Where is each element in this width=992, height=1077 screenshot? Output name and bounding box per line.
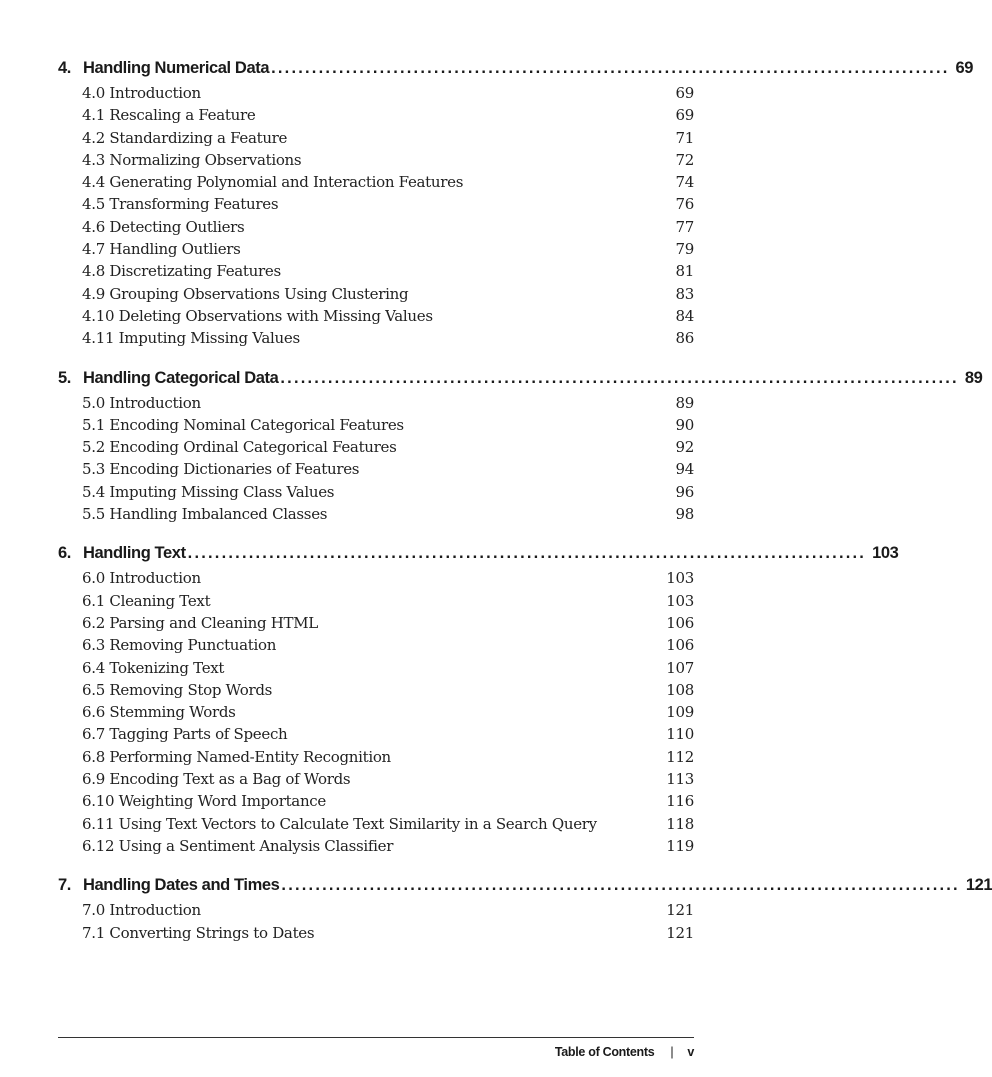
section-title: 5.5 Handling Imbalanced Classes: [82, 505, 328, 524]
section-entry[interactable]: [58, 815, 694, 837]
chapter-page: 121: [965, 876, 992, 895]
section-page: 107: [666, 658, 694, 677]
section-page: 86: [675, 329, 694, 348]
section-page: 90: [675, 415, 694, 434]
chapter-number: 7.: [58, 876, 71, 895]
section-title: 6.4 Tokenizing Text: [82, 658, 225, 677]
footer-divider: [58, 1037, 694, 1038]
section-title: 6.0 Introduction: [82, 569, 201, 588]
section-page: 121: [666, 901, 694, 920]
section-entry[interactable]: [58, 592, 694, 614]
section-title: 5.1 Encoding Nominal Categorical Features: [82, 415, 404, 434]
section-entry[interactable]: [58, 748, 694, 770]
dot-leader: ....................................................................................................: [187, 544, 867, 563]
section-page: 119: [666, 836, 694, 855]
section-page: 77: [675, 217, 694, 236]
section-title: 6.2 Parsing and Cleaning HTML: [82, 613, 318, 632]
chapter-5: [58, 368, 983, 528]
dot-leader: ....................................................................................................: [281, 876, 960, 895]
section-entry[interactable]: [58, 438, 694, 460]
section-title: 6.3 Removing Punctuation: [82, 636, 277, 655]
chapter-4: [58, 59, 974, 352]
section-title: 5.4 Imputing Missing Class Values: [82, 482, 335, 501]
section-title: 5.0 Introduction: [82, 393, 201, 412]
section-entry[interactable]: [58, 195, 694, 217]
section-title: 4.8 Discretizating Features: [82, 262, 281, 281]
section-page: 110: [666, 725, 694, 744]
section-entry[interactable]: [58, 151, 694, 173]
section-title: 4.0 Introduction: [82, 84, 201, 102]
section-page: 74: [675, 173, 694, 192]
section-page: 94: [675, 460, 694, 479]
section-title: 6.11 Using Text Vectors to Calculate Text Similarity in a Search Query: [82, 814, 597, 833]
chapter-title: Handling Numerical Data: [83, 59, 270, 77]
chapter-heading[interactable]: [58, 544, 899, 569]
section-list: [58, 901, 694, 946]
footer-label: Table of Contents: [554, 1045, 655, 1059]
section-page: 92: [675, 438, 694, 457]
section-title: 7.1 Converting Strings to Dates: [82, 923, 315, 942]
section-page: 69: [675, 84, 694, 102]
section-title: 6.7 Tagging Parts of Speech: [82, 725, 288, 744]
section-title: 6.8 Performing Named-Entity Recognition: [82, 747, 391, 766]
page-number: v: [687, 1045, 694, 1059]
section-title: 4.2 Standardizing a Feature: [82, 128, 288, 147]
section-title: 6.10 Weighting Word Importance: [82, 792, 326, 811]
section-entry[interactable]: [58, 614, 694, 636]
chapter-heading[interactable]: [58, 368, 983, 394]
section-title: 6.6 Stemming Words: [82, 703, 236, 722]
chapter-page: 89: [964, 368, 983, 387]
section-entry[interactable]: [58, 240, 694, 262]
chapter-title: Handling Text: [83, 544, 186, 563]
chapter-heading[interactable]: [58, 876, 992, 901]
section-page: 76: [675, 195, 694, 214]
table-of-contents: [58, 59, 992, 963]
section-entry[interactable]: [58, 106, 694, 128]
section-page: 72: [675, 150, 694, 169]
section-page: 113: [666, 770, 694, 789]
section-list: [58, 394, 694, 528]
section-title: 7.0 Introduction: [82, 901, 201, 920]
section-page: 89: [675, 393, 694, 412]
section-page: 96: [675, 482, 694, 501]
section-page: 71: [675, 128, 694, 147]
section-entry[interactable]: [58, 703, 694, 725]
section-page: 109: [666, 703, 694, 722]
section-entry[interactable]: [58, 285, 694, 307]
chapter-number: 6.: [58, 544, 71, 563]
section-title: 5.3 Encoding Dictionaries of Features: [82, 460, 360, 479]
page-footer: [555, 1045, 694, 1059]
section-entry[interactable]: [58, 307, 694, 329]
section-title: 4.9 Grouping Observations Using Clustering: [82, 284, 409, 303]
section-entry[interactable]: [58, 505, 694, 527]
section-page: 112: [666, 747, 694, 766]
section-entry[interactable]: [58, 569, 694, 591]
section-page: 84: [675, 306, 694, 325]
section-entry[interactable]: [58, 460, 694, 482]
chapter-page: 69: [955, 59, 974, 77]
footer-separator: |: [670, 1045, 674, 1059]
dot-leader: ....................................................................................................: [271, 59, 950, 77]
section-page: 108: [666, 680, 694, 699]
section-title: 6.5 Removing Stop Words: [82, 680, 273, 699]
section-entry[interactable]: [58, 84, 694, 106]
section-entry[interactable]: [58, 770, 694, 792]
section-entry[interactable]: [58, 173, 694, 195]
section-entry[interactable]: [58, 636, 694, 658]
section-page: 103: [666, 591, 694, 610]
section-page: 98: [675, 505, 694, 524]
section-page: 79: [675, 240, 694, 259]
section-title: 4.1 Rescaling a Feature: [82, 106, 256, 125]
section-list: [58, 84, 694, 352]
chapter-number: 5.: [58, 368, 71, 387]
section-page: 69: [675, 106, 694, 125]
section-title: 4.11 Imputing Missing Values: [82, 329, 300, 348]
section-page: 83: [675, 284, 694, 303]
section-entry[interactable]: [58, 483, 694, 505]
section-entry[interactable]: [58, 218, 694, 240]
section-title: 4.3 Normalizing Observations: [82, 150, 302, 169]
section-page: 121: [666, 923, 694, 942]
dot-leader: ....................................................................................................: [280, 368, 959, 387]
section-page: 118: [666, 814, 694, 833]
section-page: 116: [666, 792, 694, 811]
section-title: 4.10 Deleting Observations with Missing Values: [82, 306, 433, 325]
chapter-heading[interactable]: [58, 59, 974, 84]
section-entry[interactable]: [58, 837, 694, 859]
section-title: 4.6 Detecting Outliers: [82, 217, 245, 236]
section-entry[interactable]: [58, 329, 694, 351]
section-entry[interactable]: [58, 901, 694, 923]
chapter-title: Handling Dates and Times: [83, 876, 280, 895]
section-entry[interactable]: [58, 659, 694, 681]
section-page: 81: [675, 262, 694, 281]
section-entry[interactable]: [58, 129, 694, 151]
section-entry[interactable]: [58, 681, 694, 703]
chapter-7: [58, 876, 992, 946]
section-title: 6.9 Encoding Text as a Bag of Words: [82, 770, 351, 789]
section-list: [58, 569, 694, 859]
section-entry[interactable]: [58, 924, 694, 946]
section-entry[interactable]: [58, 262, 694, 284]
section-title: 4.5 Transforming Features: [82, 195, 279, 214]
section-entry[interactable]: [58, 416, 694, 438]
section-page: 106: [666, 613, 694, 632]
section-title: 5.2 Encoding Ordinal Categorical Features: [82, 438, 397, 457]
chapter-number: 4.: [58, 59, 71, 77]
section-title: 4.7 Handling Outliers: [82, 240, 241, 259]
section-page: 103: [666, 569, 694, 588]
section-title: 4.4 Generating Polynomial and Interaction Features: [82, 173, 464, 192]
section-entry[interactable]: [58, 394, 694, 416]
section-title: 6.12 Using a Sentiment Analysis Classifier: [82, 836, 394, 855]
section-page: 106: [666, 636, 694, 655]
chapter-page: 103: [872, 544, 899, 563]
chapter-6: [58, 544, 899, 859]
chapter-title: Handling Categorical Data: [83, 368, 279, 387]
section-entry[interactable]: [58, 792, 694, 814]
section-title: 6.1 Cleaning Text: [82, 591, 211, 610]
section-entry[interactable]: [58, 725, 694, 747]
